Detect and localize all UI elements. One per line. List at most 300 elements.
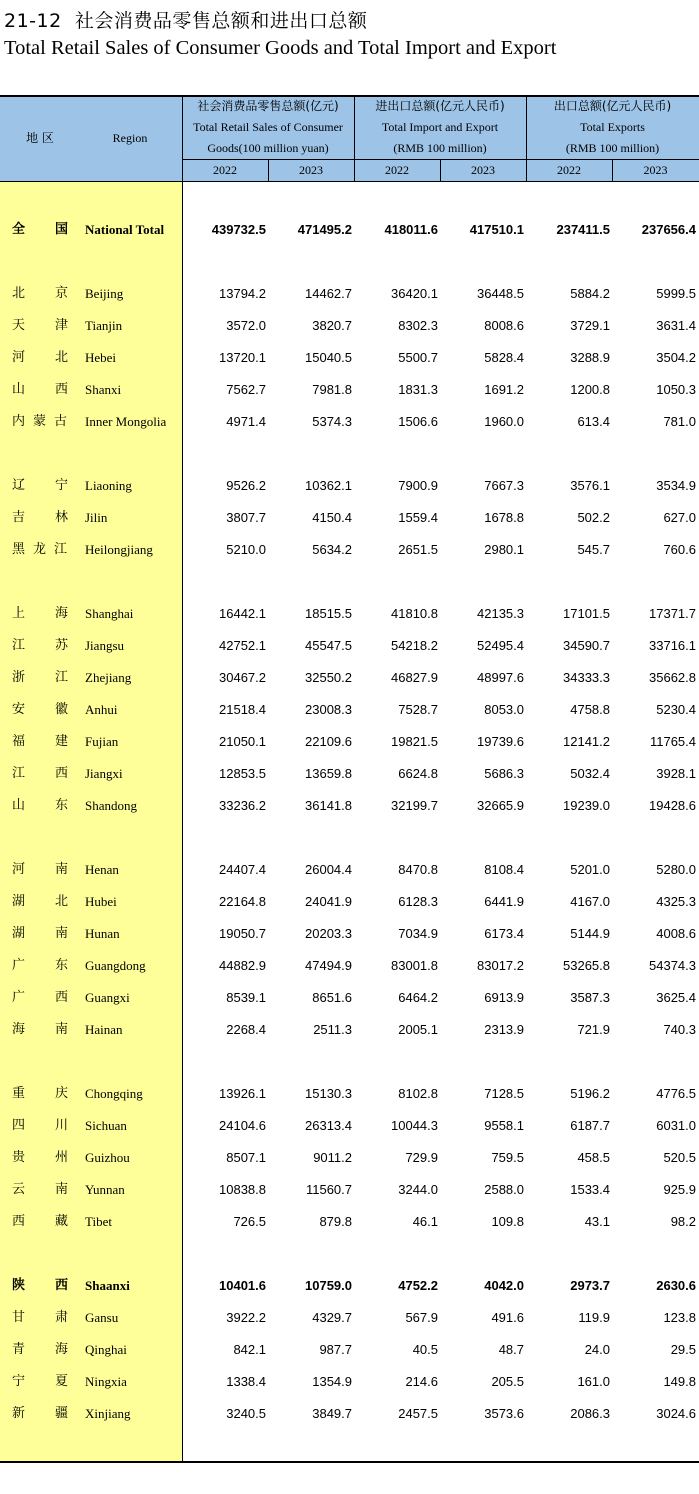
- value-cell: 6031.0: [656, 1118, 696, 1133]
- region-name-cn-char: 江: [54, 542, 68, 557]
- value-cell: 8008.6: [484, 318, 524, 333]
- value-cell: 10401.6: [219, 1278, 266, 1293]
- region-name-en: Shandong: [85, 798, 137, 813]
- region-name-cn-char: 东: [55, 958, 69, 973]
- region-name-cn-char: 宁: [55, 478, 69, 493]
- region-name-cn-char: 州: [55, 1150, 69, 1165]
- region-name-cn-char: 湖: [12, 894, 26, 909]
- value-cell: 6464.2: [398, 990, 438, 1005]
- region-name-en: Anhui: [85, 702, 118, 717]
- value-cell: 35662.8: [649, 670, 696, 685]
- value-cell: 439732.5: [211, 222, 266, 237]
- exports-header-cn: 出口总额(亿元人民币): [553, 99, 672, 113]
- value-cell: 3587.3: [570, 990, 610, 1005]
- value-cell: 3534.9: [656, 478, 696, 493]
- region-name-cn: [0, 1116, 80, 1136]
- table-row: [0, 1084, 699, 1104]
- region-name-cn-char: 西: [55, 766, 69, 781]
- region-name-cn: [0, 604, 80, 624]
- value-cell: 925.9: [663, 1182, 696, 1197]
- table-row: [0, 732, 699, 752]
- value-cell: 36420.1: [391, 286, 438, 301]
- value-cell: 47494.9: [305, 958, 352, 973]
- region-name-en: Heilongjiang: [85, 542, 153, 557]
- region-name-cn: [0, 220, 80, 240]
- region-name-en: Fujian: [85, 734, 119, 749]
- value-cell: 19821.5: [391, 734, 438, 749]
- value-cell: 3240.5: [226, 1406, 266, 1421]
- value-cell: 32665.9: [477, 798, 524, 813]
- table-row: [0, 604, 699, 624]
- table-row: [0, 348, 699, 368]
- value-cell: 44882.9: [219, 958, 266, 973]
- value-cell: 2005.1: [398, 1022, 438, 1037]
- region-name-cn-char: 新: [12, 1406, 26, 1421]
- region-name-en: Liaoning: [85, 478, 132, 493]
- value-cell: 109.8: [491, 1214, 524, 1229]
- value-cell: 36141.8: [305, 798, 352, 813]
- region-name-en: Jilin: [85, 510, 108, 525]
- value-cell: 4329.7: [312, 1310, 352, 1325]
- region-name-cn-char: 吉: [12, 510, 26, 525]
- value-cell: 119.9: [578, 1310, 610, 1325]
- value-cell: 781.0: [663, 414, 696, 429]
- value-cell: 3573.6: [484, 1406, 524, 1421]
- region-name-cn-char: 浙: [12, 670, 26, 685]
- table-row: [0, 540, 699, 560]
- value-cell: 7128.5: [484, 1086, 524, 1101]
- value-cell: 1506.6: [398, 414, 438, 429]
- region-name-cn-char: 云: [12, 1182, 26, 1197]
- region-name-cn: [0, 1308, 80, 1328]
- region-name-cn: [0, 1148, 80, 1168]
- region-name-en: Hunan: [85, 926, 120, 941]
- value-cell: 83017.2: [477, 958, 524, 973]
- value-cell: 987.7: [319, 1342, 352, 1357]
- value-cell: 3631.4: [656, 318, 696, 333]
- value-cell: 16442.1: [219, 606, 266, 621]
- region-name-cn-char: 广: [12, 958, 26, 973]
- region-name-cn: [0, 1276, 80, 1296]
- region-name-cn-char: 南: [55, 926, 69, 941]
- value-cell: 1831.3: [398, 382, 438, 397]
- value-cell: 41810.8: [391, 606, 438, 621]
- region-name-cn-char: 内: [12, 414, 26, 429]
- table-row: [0, 764, 699, 784]
- value-cell: 11560.7: [305, 1182, 352, 1197]
- region-name-cn: [0, 1020, 80, 1040]
- region-name-cn-char: 重: [12, 1086, 26, 1101]
- value-cell: 6173.4: [484, 926, 524, 941]
- value-cell: 6913.9: [484, 990, 524, 1005]
- value-cell: 9011.2: [313, 1150, 352, 1165]
- value-cell: 54218.2: [391, 638, 438, 653]
- value-cell: 759.5: [491, 1150, 524, 1165]
- region-name-cn-char: 西: [12, 1214, 26, 1229]
- region-name-cn-char: 疆: [55, 1406, 69, 1421]
- value-cell: 42752.1: [219, 638, 266, 653]
- region-name-en: Jiangsu: [85, 638, 124, 653]
- value-cell: 4325.3: [656, 894, 696, 909]
- value-cell: 48.7: [498, 1342, 524, 1357]
- value-cell: 5999.5: [656, 286, 696, 301]
- value-cell: 3576.1: [570, 478, 610, 493]
- value-cell: 23008.3: [305, 702, 352, 717]
- value-cell: 48997.6: [477, 670, 524, 685]
- value-cell: 6187.7: [570, 1118, 610, 1133]
- value-cell: 4752.2: [398, 1278, 438, 1293]
- value-cell: 721.9: [577, 1022, 610, 1037]
- region-name-en: Shanghai: [85, 606, 134, 621]
- region-name-cn-char: 藏: [55, 1214, 69, 1229]
- value-cell: 879.8: [319, 1214, 352, 1229]
- value-cell: 32550.2: [305, 670, 352, 685]
- value-cell: 10362.1: [305, 478, 352, 493]
- value-cell: 726.5: [233, 1214, 266, 1229]
- table-row: [0, 892, 699, 912]
- table-row: [0, 508, 699, 528]
- table-row: [0, 988, 699, 1008]
- region-name-cn: [0, 732, 80, 752]
- region-name-cn-char: 山: [12, 798, 26, 813]
- value-cell: 18515.5: [305, 606, 352, 621]
- region-name-en: National Total: [85, 222, 165, 237]
- year-header: 2023: [471, 163, 495, 177]
- value-cell: 1678.8: [484, 510, 524, 525]
- region-name-cn-char: 国: [55, 222, 69, 237]
- value-cell: 458.5: [577, 1150, 610, 1165]
- value-cell: 5201.0: [570, 862, 610, 877]
- value-cell: 5144.9: [570, 926, 610, 941]
- value-cell: 10838.8: [219, 1182, 266, 1197]
- region-name-en: Xinjiang: [85, 1406, 131, 1421]
- table-row: [0, 1404, 699, 1424]
- table-row: [0, 668, 699, 688]
- region-name-cn: [0, 668, 80, 688]
- value-cell: 2457.5: [398, 1406, 438, 1421]
- value-cell: 21518.4: [219, 702, 266, 717]
- retail-sales-header-en2: Goods(100 million yuan): [207, 141, 329, 155]
- table-number: 21-12: [4, 10, 62, 32]
- value-cell: 7528.7: [398, 702, 438, 717]
- import-export-header-en2: (RMB 100 million): [393, 141, 487, 155]
- table-row: [0, 700, 699, 720]
- table-row: [0, 412, 699, 432]
- value-cell: 54374.3: [649, 958, 696, 973]
- value-cell: 17371.7: [649, 606, 696, 621]
- value-cell: 20203.3: [305, 926, 352, 941]
- table-row: [0, 956, 699, 976]
- value-cell: 45547.5: [305, 638, 352, 653]
- region-name-cn-char: 广: [12, 990, 26, 1005]
- region-name-cn: [0, 636, 80, 656]
- value-cell: 24104.6: [219, 1118, 266, 1133]
- region-name-cn-char: 庆: [55, 1086, 69, 1101]
- value-cell: 520.5: [663, 1150, 696, 1165]
- region-name-cn-char: 龙: [33, 542, 47, 557]
- value-cell: 19239.0: [563, 798, 610, 813]
- table-row: [0, 924, 699, 944]
- value-cell: 6441.9: [484, 894, 524, 909]
- region-name-en: Henan: [85, 862, 119, 877]
- value-cell: 5210.0: [226, 542, 266, 557]
- region-name-cn: [0, 764, 80, 784]
- value-cell: 7667.3: [484, 478, 524, 493]
- value-cell: 3244.0: [398, 1182, 438, 1197]
- table-header-rule: [0, 181, 699, 182]
- table-row: [0, 1308, 699, 1328]
- value-cell: 53265.8: [563, 958, 610, 973]
- region-name-cn-char: 西: [55, 1278, 69, 1293]
- value-cell: 4167.0: [570, 894, 610, 909]
- value-cell: 3504.2: [656, 350, 696, 365]
- region-name-cn: [0, 956, 80, 976]
- region-name-cn-char: 江: [12, 638, 26, 653]
- value-cell: 17101.5: [563, 606, 610, 621]
- value-cell: 760.6: [663, 542, 696, 557]
- value-cell: 21050.1: [219, 734, 266, 749]
- value-cell: 5884.2: [570, 286, 610, 301]
- retail-sales-header-en1: Total Retail Sales of Consumer: [193, 120, 343, 134]
- import-export-header-en1: Total Import and Export: [381, 120, 499, 134]
- table-row: [0, 1180, 699, 1200]
- region-name-en: Shaanxi: [85, 1278, 130, 1293]
- year-header: 2022: [213, 163, 237, 177]
- region-name-cn: [0, 412, 80, 432]
- value-cell: 502.2: [577, 510, 610, 525]
- region-name-cn: [0, 476, 80, 496]
- value-cell: 4758.8: [570, 702, 610, 717]
- value-cell: 1533.4: [570, 1182, 610, 1197]
- value-cell: 15040.5: [305, 350, 352, 365]
- region-name-cn-char: 湖: [12, 926, 26, 941]
- table-row: [0, 380, 699, 400]
- value-cell: 5686.3: [484, 766, 524, 781]
- region-name-en: Inner Mongolia: [85, 414, 167, 429]
- value-cell: 149.8: [663, 1374, 696, 1389]
- value-cell: 205.5: [491, 1374, 524, 1389]
- table-row: [0, 220, 699, 240]
- value-cell: 5500.7: [398, 350, 438, 365]
- value-cell: 12853.5: [219, 766, 266, 781]
- value-cell: 2268.4: [226, 1022, 266, 1037]
- region-name-cn-char: 京: [55, 286, 69, 301]
- region-column-highlight: [0, 182, 182, 1461]
- region-name-cn-char: 北: [55, 894, 69, 909]
- value-cell: 7900.9: [398, 478, 438, 493]
- value-cell: 83001.8: [391, 958, 438, 973]
- table-row: [0, 1116, 699, 1136]
- table-row: [0, 316, 699, 336]
- region-name-cn-char: 海: [55, 1342, 69, 1357]
- year-header: 2023: [299, 163, 323, 177]
- table-title-chinese: 社会消费品零售总额和进出口总额: [74, 10, 368, 32]
- table-row: [0, 860, 699, 880]
- value-cell: 22109.6: [305, 734, 352, 749]
- region-name-cn-char: 全: [12, 222, 26, 237]
- region-name-cn: [0, 380, 80, 400]
- value-cell: 627.0: [663, 510, 696, 525]
- value-cell: 1050.3: [656, 382, 696, 397]
- exports-header-en1: Total Exports: [580, 120, 645, 134]
- retail-sales-header-cn: 社会消费品零售总额(亿元): [197, 99, 339, 113]
- region-name-cn-char: 苏: [55, 638, 69, 653]
- region-name-cn-char: 江: [55, 670, 69, 685]
- region-name-cn: [0, 348, 80, 368]
- region-name-cn-char: 江: [12, 766, 26, 781]
- year-header: 2022: [557, 163, 581, 177]
- table-row: [0, 1148, 699, 1168]
- value-cell: 26004.4: [305, 862, 352, 877]
- region-name-cn: [0, 284, 80, 304]
- value-cell: 13720.1: [219, 350, 266, 365]
- region-name-en: Gansu: [85, 1310, 119, 1325]
- region-name-cn-char: 古: [54, 414, 68, 429]
- value-cell: 4776.5: [656, 1086, 696, 1101]
- value-cell: 1559.4: [398, 510, 438, 525]
- value-cell: 3729.1: [570, 318, 610, 333]
- region-name-cn-char: 西: [55, 382, 69, 397]
- region-name-cn-char: 贵: [12, 1150, 26, 1165]
- value-cell: 1338.4: [226, 1374, 266, 1389]
- value-cell: 491.6: [491, 1310, 524, 1325]
- value-cell: 52495.4: [477, 638, 524, 653]
- region-name-cn-char: 辽: [12, 478, 26, 493]
- region-name-cn-char: 天: [12, 318, 26, 333]
- region-name-cn: [0, 892, 80, 912]
- value-cell: 40.5: [412, 1342, 438, 1357]
- value-cell: 33716.1: [649, 638, 696, 653]
- value-cell: 3807.7: [226, 510, 266, 525]
- region-name-cn-char: 南: [55, 862, 69, 877]
- value-cell: 7562.7: [226, 382, 266, 397]
- region-name-cn-char: 蒙: [33, 414, 47, 429]
- value-cell: 237411.5: [556, 222, 610, 237]
- value-cell: 3928.1: [656, 766, 696, 781]
- value-cell: 15130.3: [305, 1086, 352, 1101]
- value-cell: 161.0: [577, 1374, 610, 1389]
- region-name-cn-char: 津: [55, 318, 69, 333]
- value-cell: 8539.1: [226, 990, 266, 1005]
- region-name-en: Guizhou: [85, 1150, 130, 1165]
- value-cell: 4008.6: [656, 926, 696, 941]
- region-name-cn-char: 林: [55, 510, 69, 525]
- value-cell: 24407.4: [219, 862, 266, 877]
- value-cell: 1691.2: [484, 382, 524, 397]
- region-name-cn-char: 上: [12, 606, 26, 621]
- region-name-cn-char: 东: [55, 798, 69, 813]
- table-title-en: Total Retail Sales of Consumer Goods and Total Import and Export: [4, 37, 557, 59]
- region-name-cn: [0, 540, 80, 560]
- region-name-cn: [0, 796, 80, 816]
- value-cell: 5032.4: [570, 766, 610, 781]
- value-cell: 417510.1: [469, 222, 524, 237]
- value-cell: 11765.4: [649, 734, 696, 749]
- region-name-cn: [0, 1340, 80, 1360]
- value-cell: 13659.8: [305, 766, 352, 781]
- value-cell: 43.1: [584, 1214, 610, 1229]
- region-name-cn: [0, 508, 80, 528]
- value-cell: 19428.6: [649, 798, 696, 813]
- value-cell: 4971.4: [226, 414, 266, 429]
- region-name-en: Sichuan: [85, 1118, 127, 1133]
- value-cell: 2588.0: [484, 1182, 524, 1197]
- value-cell: 2511.3: [313, 1022, 352, 1037]
- table-bottom-rule: [0, 1461, 699, 1463]
- region-name-cn-char: 夏: [55, 1374, 69, 1389]
- value-cell: 8507.1: [226, 1150, 266, 1165]
- region-name-cn-char: 西: [55, 990, 69, 1005]
- value-cell: 13794.2: [219, 286, 266, 301]
- table-row: [0, 636, 699, 656]
- region-name-cn-char: 陕: [12, 1278, 26, 1293]
- value-cell: 5634.2: [312, 542, 352, 557]
- region-name-cn: [0, 700, 80, 720]
- table-title-cn: [4, 6, 367, 33]
- value-cell: 567.9: [405, 1310, 438, 1325]
- region-name-en: Beijing: [85, 286, 124, 301]
- region-name-en: Guangdong: [85, 958, 146, 973]
- region-name-cn-char: 山: [12, 382, 26, 397]
- value-cell: 5280.0: [656, 862, 696, 877]
- region-name-en: Hebei: [85, 350, 117, 365]
- value-cell: 2313.9: [484, 1022, 524, 1037]
- region-name-cn-char: 宁: [12, 1374, 26, 1389]
- value-cell: 740.3: [663, 1022, 696, 1037]
- region-name-en: Chongqing: [85, 1086, 143, 1101]
- value-cell: 29.5: [670, 1342, 696, 1357]
- region-name-en: Ningxia: [85, 1374, 127, 1389]
- table-row: [0, 1340, 699, 1360]
- region-header-cn: 地 区: [26, 131, 54, 145]
- value-cell: 24.0: [584, 1342, 610, 1357]
- region-header-en: Region: [112, 131, 148, 145]
- value-cell: 8470.8: [398, 862, 438, 877]
- value-cell: 10759.0: [305, 1278, 352, 1293]
- value-cell: 545.7: [577, 542, 610, 557]
- value-cell: 5230.4: [656, 702, 696, 717]
- value-cell: 3849.7: [312, 1406, 352, 1421]
- region-name-cn: [0, 316, 80, 336]
- value-cell: 8053.0: [484, 702, 524, 717]
- value-cell: 2086.3: [570, 1406, 610, 1421]
- value-cell: 14462.7: [305, 286, 352, 301]
- value-cell: 13926.1: [219, 1086, 266, 1101]
- value-cell: 842.1: [233, 1342, 266, 1357]
- table-row: [0, 476, 699, 496]
- value-cell: 613.4: [577, 414, 610, 429]
- value-cell: 471495.2: [297, 222, 352, 237]
- region-name-en: Hubei: [85, 894, 117, 909]
- import-export-header-cn: 进出口总额(亿元人民币): [375, 99, 505, 113]
- region-name-en: Shanxi: [85, 382, 122, 397]
- region-name-cn-char: 福: [12, 734, 26, 749]
- value-cell: 22164.8: [219, 894, 266, 909]
- region-name-cn: [0, 860, 80, 880]
- region-name-cn-char: 四: [12, 1118, 26, 1133]
- value-cell: 7034.9: [398, 926, 438, 941]
- value-cell: 19050.7: [219, 926, 266, 941]
- region-name-cn-char: 北: [12, 286, 26, 301]
- value-cell: 6624.8: [398, 766, 438, 781]
- year-header: 2023: [643, 163, 668, 177]
- region-name-cn: [0, 1372, 80, 1392]
- value-cell: 5374.3: [312, 414, 352, 429]
- region-name-en: Qinghai: [85, 1342, 127, 1357]
- value-cell: 1354.9: [312, 1374, 352, 1389]
- value-cell: 46827.9: [391, 670, 438, 685]
- value-cell: 46.1: [412, 1214, 438, 1229]
